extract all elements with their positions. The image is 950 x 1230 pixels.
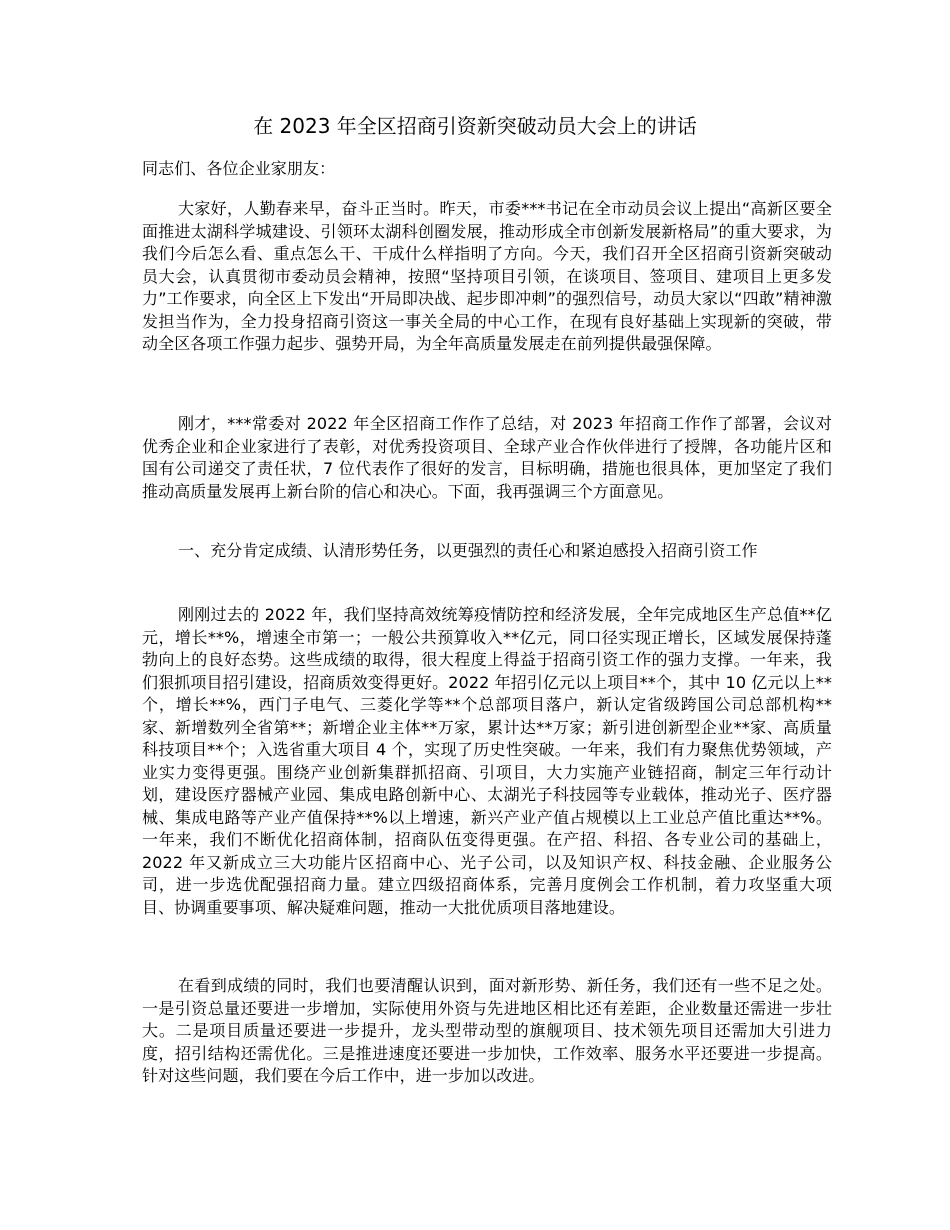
section-heading-1: 一、充分肯定成绩、认清形势任务，以更强烈的责任心和紧迫感投入招商引资工作	[178, 541, 758, 560]
paragraph-shortcomings: 在看到成绩的同时，我们也要清醒认识到，面对新形势、新任务，我们还有一些不足之处。一是引资总量还要进一步增加，实际使用外资与先进地区相比还有差距，企业数量还需进一步壮大。二是项目质量还要进一步提升，龙头型带动型的旗舰项目、技术领先项目还需加大引进力度，招引结构还需优化。三是推进速度还要进一步加快，工作效率、服务水平还要进一步提高。针对这些问题，我们要在今后工作中，进一步加以改进。	[142, 976, 832, 1085]
salutation: 同志们、各位企业家朋友：	[142, 159, 336, 178]
paragraph-opening: 大家好，人勤春来早，奋斗正当时。昨天，市委***书记在全市动员会议上提出“高新区要全面推进太湖科学城建设、引领环太湖科创圈发展，推动形成全市创新发展新格局”的重大要求，为我们今后怎么看、重点怎么干、干成什么样指明了方向。今天，我们召开全区招商引资新突破动员大会，认真贯彻市委动员会精神，按照“坚持项目引领，在谈项目、签项目、建项目上更多发力”工作要求，向全区上下发出“开局即决战、起步即冲刺”的强烈信号，动员大家以“四敢”精神激发担当作为，全力投身招商引资这一事关全局的中心工作，在现有良好基础上实现新的突破，带动全区各项工作强力起步、强势开局，为全年高质量发展走在前列提供最强保障。	[142, 199, 832, 353]
document-title: 在 2023 年全区招商引资新突破动员大会上的讲话	[253, 114, 697, 138]
paragraph-achievements: 刚刚过去的 2022 年，我们坚持高效统筹疫情防控和经济发展，全年完成地区生产总值**亿元，增长**%，增速全市第一；一般公共预算收入**亿元，同口径实现正增长，区域发展保持蓬勃向上的良好态势。这些成绩的取得，很大程度上得益于招商引资工作的强力支撑。一年来，我们狠抓项目招引建设，招商质效变得更好。2022 年招引亿元以上项目**个，其中 10 亿元以上**个，增长**%，西门子电气、三菱化学等**个总部项目落户，新认定省级跨国公司总部机构**家、新增数列全省第**；新增企业主体**万家，累计达**万家；新引进创新型企业**家、高质量科技项目**个；入选省重大项目 4 个，实现了历史性突破。一年来，我们有力聚焦优势领域，产业实力变得更强。围绕产业创新集群抓招商、引项目，大力实施产业链招商，制定三年行动计划，建设医疗器械产业园、集成电路创新中心、太湖光子科技园等专业载体，推动光子、医疗器械、集成电路等产业产值保持**%以上增速，新兴产业产值占规模以上工业总产值比重达**%。一年来，我们不断优化招商体制，招商队伍变得更强。在产招、科招、各专业公司的基础上，2022 年又新成立三大功能片区招商中心、光子公司，以及知识产权、科技金融、企业服务公司，进一步选优配强招商力量。建立四级招商体系，完善月度例会工作机制，着力攻坚重大项目、协调重要事项、解决疑难问题，推动一大批优质项目落地建设。	[142, 605, 832, 917]
paragraph-meeting-summary: 刚才，***常委对 2022 年全区招商工作作了总结，对 2023 年招商工作作了部署，会议对优秀企业和企业家进行了表彰，对优秀投资项目、全球产业合作伙伴进行了授牌，各功能片区和国有公司递交了责任状，7 位代表作了很好的发言，目标明确，措施也很具体，更加坚定了我们推动高质量发展再上新台阶的信心和决心。下面，我再强调三个方面意见。	[142, 414, 832, 501]
